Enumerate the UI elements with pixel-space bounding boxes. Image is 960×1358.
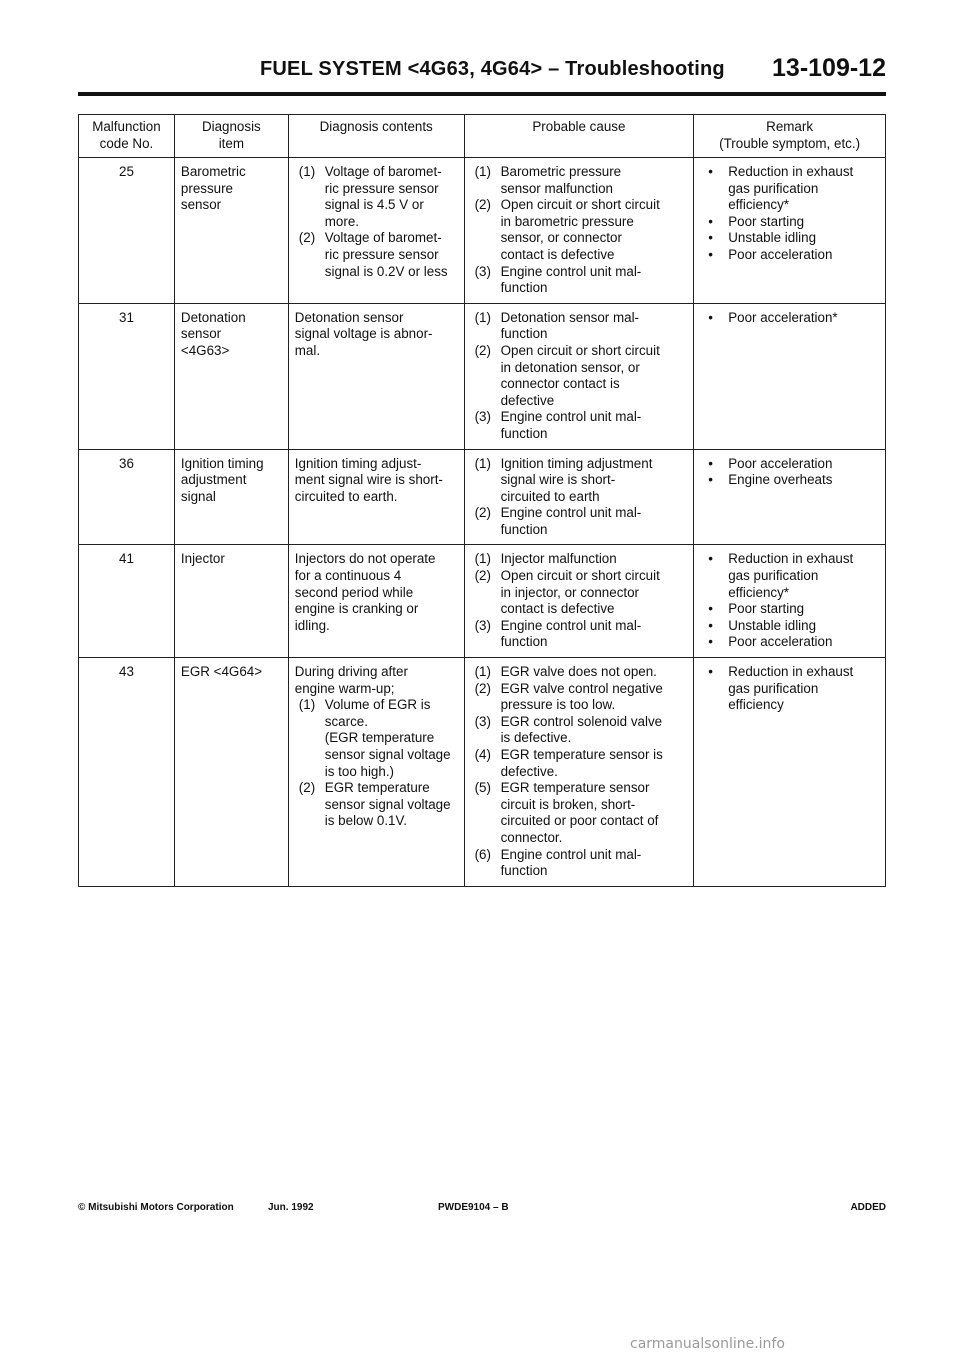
remark bbox=[694, 545, 886, 658]
bullet-icon: • bbox=[708, 309, 713, 325]
column-header-contents: Diagnosis contents bbox=[288, 115, 464, 158]
watermark: carmanualsonline.info bbox=[630, 1336, 785, 1352]
bullet-icon: • bbox=[708, 246, 713, 262]
status-label: ADDED bbox=[850, 1202, 886, 1213]
bullet-icon: • bbox=[708, 455, 713, 471]
cause-entry: (2) Open circuit or short circuit in barometric pressure sensor, or connector contact is defective bbox=[474, 197, 660, 262]
remark-entry: • Engine overheats bbox=[708, 472, 833, 488]
contents-entry: (1) Volume of EGR is scarce. (EGR temperature sensor signal voltage is too high.) bbox=[298, 697, 451, 779]
header-rule bbox=[78, 92, 886, 96]
bullet-icon: • bbox=[708, 472, 713, 488]
remark-entry: • Poor acceleration bbox=[708, 246, 833, 262]
cause-entry: (3) Engine control unit mal- function bbox=[474, 617, 642, 650]
probable-cause bbox=[464, 658, 694, 887]
table-row bbox=[79, 158, 886, 304]
column-header-cause: Probable cause bbox=[464, 115, 694, 158]
remark bbox=[694, 158, 886, 304]
probable-cause bbox=[464, 303, 694, 449]
contents-entry: (2) Voltage of baromet- ric pressure sensor signal is 0.2V or less bbox=[298, 230, 448, 279]
malfunction-code: 25 bbox=[79, 158, 175, 304]
cause-entry: (1) Barometric pressure sensor malfunction bbox=[474, 164, 622, 196]
column-header-remark: Remark (Trouble symptom, etc.) bbox=[694, 115, 886, 158]
diagnosis-item: Detonation sensor <4G63> bbox=[174, 303, 288, 449]
malfunction-code: 41 bbox=[79, 545, 175, 658]
cause-entry: (3) Engine control unit mal- function bbox=[474, 409, 642, 441]
table-row bbox=[79, 303, 886, 449]
remark-entry: • Reduction in exhaust gas purification efficiency bbox=[708, 664, 854, 713]
contents-entry: (2) EGR temperature sensor signal voltage is below 0.1V. bbox=[298, 780, 451, 829]
contents-entry: (1) Voltage of baromet- ric pressure sensor signal is 4.5 V or more. bbox=[298, 164, 442, 229]
cause-entry: (3) EGR control solenoid valve is defective. bbox=[474, 713, 663, 746]
remark bbox=[694, 449, 886, 545]
cause-entry: (1) EGR valve does not open. bbox=[474, 664, 657, 680]
diagnosis-item: Injector bbox=[174, 545, 288, 658]
remark-entry: • Reduction in exhaust gas purification efficiency* bbox=[708, 164, 854, 213]
malfunction-code: 43 bbox=[79, 658, 175, 887]
remark-entry: • Poor acceleration bbox=[708, 455, 833, 471]
remark-entry: • Poor acceleration* bbox=[708, 309, 838, 325]
table-row bbox=[79, 449, 886, 545]
copyright: © Mitsubishi Motors Corporation bbox=[78, 1202, 234, 1213]
bullet-icon: • bbox=[708, 551, 713, 567]
table-row bbox=[79, 545, 886, 658]
remark-entry: • Poor acceleration bbox=[708, 634, 833, 650]
cause-entry: (1) Detonation sensor mal- function bbox=[474, 309, 640, 342]
page-number: 13-109-12 bbox=[772, 54, 886, 82]
cause-entry: (4) EGR temperature sensor is defective. bbox=[474, 747, 663, 779]
bullet-icon: • bbox=[708, 601, 713, 617]
cause-entry: (3) Engine control unit mal- function bbox=[474, 263, 642, 296]
cause-entry: (1) Ignition timing adjustment signal wire is short- circuited to earth bbox=[474, 455, 653, 504]
column-header-item: Diagnosis item bbox=[174, 115, 288, 158]
cause-entry: (2) Open circuit or short circuit in injector, or connector contact is defective bbox=[474, 568, 660, 617]
diagnosis-contents bbox=[288, 658, 464, 887]
cause-entry: (2) Engine control unit mal- function bbox=[474, 505, 642, 537]
probable-cause bbox=[464, 545, 694, 658]
bullet-icon: • bbox=[708, 664, 713, 680]
probable-cause bbox=[464, 158, 694, 304]
probable-cause bbox=[464, 449, 694, 545]
cause-entry: (2) Open circuit or short circuit in detonation sensor, or connector contact is defective bbox=[474, 342, 660, 408]
diagnosis-item: Ignition timing adjustment signal bbox=[174, 449, 288, 545]
malfunction-code: 31 bbox=[79, 303, 175, 449]
contents-intro: During driving after engine warm-up; bbox=[294, 664, 408, 696]
page-title: FUEL SYSTEM <4G63, 4G64> – Troubleshooting bbox=[260, 58, 725, 80]
document-code: PWDE9104 – B bbox=[438, 1202, 509, 1213]
diagnosis-contents bbox=[288, 158, 464, 304]
bullet-icon: • bbox=[708, 634, 713, 650]
table-row bbox=[79, 658, 886, 887]
cause-entry: (6) Engine control unit mal- function bbox=[474, 846, 642, 879]
remark-entry: • Unstable idling bbox=[708, 230, 817, 246]
remark-entry: • Unstable idling bbox=[708, 617, 817, 633]
bullet-icon: • bbox=[708, 213, 713, 229]
remark-entry: • Poor starting bbox=[708, 213, 805, 229]
diagnosis-contents: Detonation sensor signal voltage is abnor- mal. bbox=[288, 303, 464, 449]
table-header-row bbox=[79, 115, 886, 158]
cause-entry: (2) EGR valve control negative pressure is too low. bbox=[474, 680, 663, 713]
bullet-icon: • bbox=[708, 230, 713, 246]
diagnosis-contents: Injectors do not operate for a continuous 4 second period while engine is cranking or idling. bbox=[288, 545, 464, 658]
diagnosis-contents: Ignition timing adjust- ment signal wire is short- circuited to earth. bbox=[288, 449, 464, 545]
troubleshooting-table bbox=[78, 114, 886, 887]
diagnosis-item: Barometric pressure sensor bbox=[174, 158, 288, 304]
malfunction-code: 36 bbox=[79, 449, 175, 545]
cause-entry: (5) EGR temperature sensor circuit is broken, short- circuited or poor contact of connector. bbox=[474, 780, 659, 845]
page-header bbox=[78, 54, 886, 88]
diagnosis-item: EGR <4G64> bbox=[174, 658, 288, 887]
cause-entry: (1) Injector malfunction bbox=[474, 551, 617, 567]
remark-entry: • Reduction in exhaust gas purification efficiency* bbox=[708, 551, 854, 600]
column-header-code: Malfunction code No. bbox=[79, 115, 175, 158]
remark-entry: • Poor starting bbox=[708, 601, 805, 617]
publication-date: Jun. 1992 bbox=[268, 1202, 314, 1213]
remark bbox=[694, 303, 886, 449]
bullet-icon: • bbox=[708, 164, 713, 179]
remark bbox=[694, 658, 886, 887]
bullet-icon: • bbox=[708, 617, 713, 633]
